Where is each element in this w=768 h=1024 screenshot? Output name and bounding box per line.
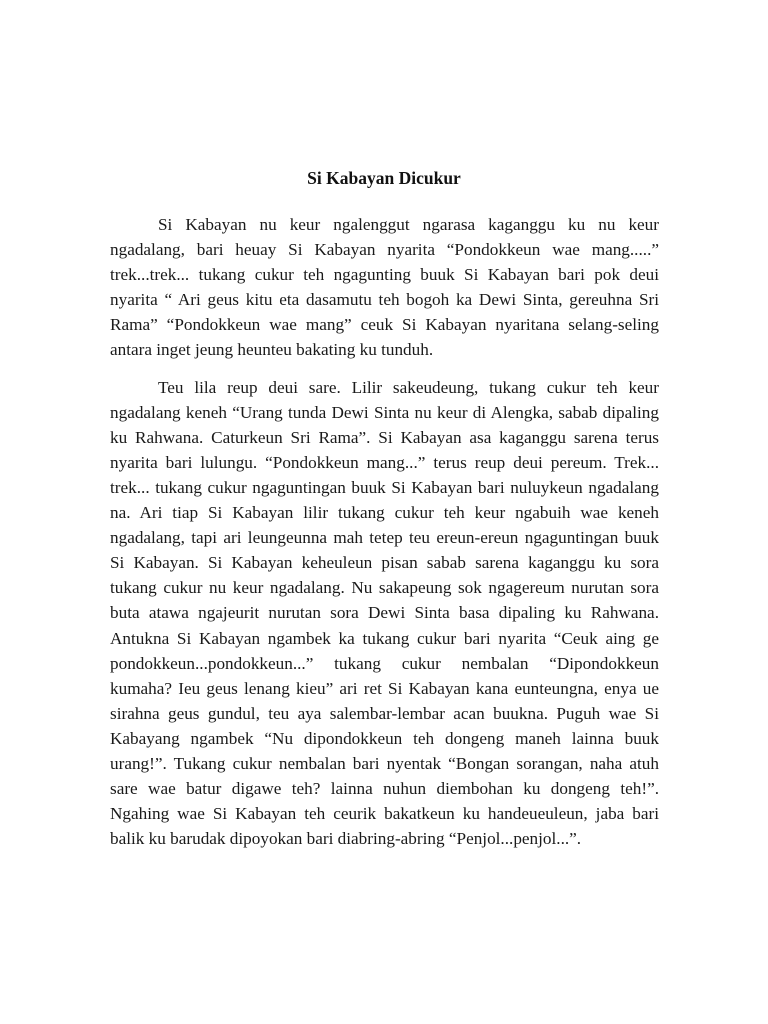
paragraph-1: Si Kabayan nu keur ngalenggut ngarasa kaganggu ku nu keur ngadalang, bari heuay Si Kabayan nyarita “Pondokkeun wae mang.....” trek...trek... tukang cukur teh ngagunting buuk Si Kabayan bari pok deui nyarita “ Ari geus kitu eta dasamutu teh bogoh ka Dewi Sinta, gereuhna Sri Rama” “Pondokkeun wae mang” ceuk Si Kabayan nyaritana selang-seling antara inget jeung heunteu bakating ku tunduh. (110, 215, 659, 360)
document-body (110, 212, 659, 863)
document-title: Si Kabayan Dicukur (307, 168, 461, 188)
paragraph-2: Teu lila reup deui sare. Lilir sakeudeung, tukang cukur teh keur ngadalang keneh “Urang tunda Dewi Sinta nu keur di Alengka, sabab dipaling ku Rahwana. Caturkeun Sri Rama”. Si Kabayan asa kaganggu sarena terus nyarita bari lulungu. “Pondokkeun mang...” terus reup deui pereum. Trek... trek... tukang cukur ngaguntingan buuk Si Kabayan bari nuluykeun ngadalang na. Ari tiap Si Kabayan lilir tukang cukur teh keur ngabuih wae keneh ngadalang, tapi ari leungeunna mah tetep teu ereun-ereun ngaguntingan buuk Si Kabayan. Si Kabayan keheuleun pisan sabab sarena kaganggu ku sora tukang cukur nu keur ngadalang. Nu sakapeung sok ngagereum nurutan sora buta atawa ngajeurit nurutan sora Dewi Sinta basa dipaling ku Rahwana. Antukna Si Kabayan ngambek ka tukang cukur bari nyarita “Ceuk aing ge pondokkeun...pondokkeun...” tukang cukur nembalan “Dipondokkeun kumaha? Ieu geus lenang kieu” ari ret Si Kabayan kana eunteungna, enya ue sirahna geus gundul, teu aya salembar-lembar acan buukna. Puguh wae Si Kabayang ngambek “Nu dipondokkeun teh dongeng maneh lainna buuk urang!”. Tukang cukur nembalan bari nyentak “Bongan sorangan, naha atuh sare wae batur digawe teh? lainna nuhun diembohan ku dongeng teh!”. Ngahing wae Si Kabayan teh ceurik bakatkeun ku handeueuleun, jaba bari balik ku barudak dipoyokan bari diabring-abring “Penjol...penjol...”. (110, 377, 659, 849)
